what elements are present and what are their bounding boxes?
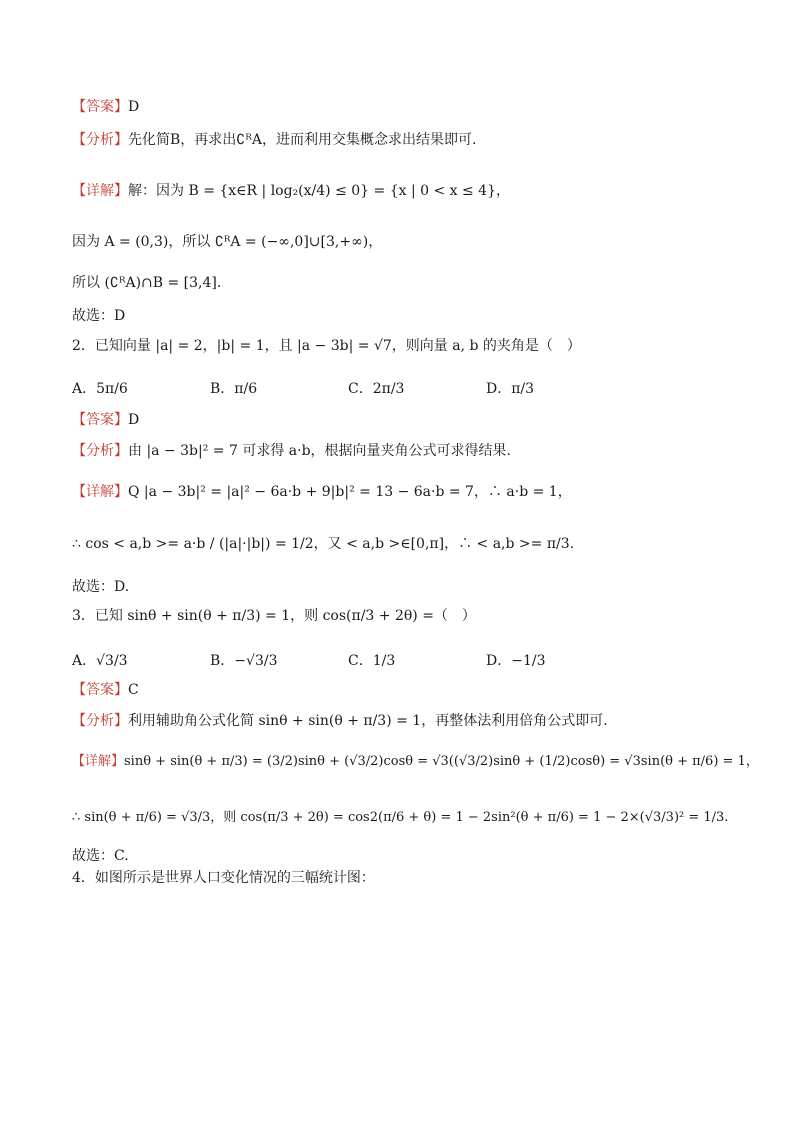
detail-text: sinθ + sin(θ + π/3) = (3/2)sinθ + (√3/2)cosθ = √3((√3/2)sinθ + (1/2)cosθ) = √3sin(θ + π/6) = 1， xyxy=(124,754,759,769)
detail-text: Q |a − 3b|² = |a|² − 6a·b + 9|b|² = 13 − 6a·b = 7，∴ a·b = 1， xyxy=(128,484,572,500)
question-3: 3．已知 sinθ + sin(θ + π/3) = 1，则 cos(π/3 + 2θ) =（ ） xyxy=(72,608,476,624)
answer-line-3 xyxy=(72,680,139,700)
selection-line-2: 故选：D. xyxy=(72,579,130,595)
selection-line-1: 故选：D xyxy=(72,308,126,324)
analysis-line-2 xyxy=(72,441,511,461)
analysis-tag: 【分析】 xyxy=(72,132,128,148)
q2-option-c: C．2π/3 xyxy=(348,381,405,397)
analysis-text: 由 |a − 3b|² = 7 可求得 a·b，根据向量夹角公式可求得结果. xyxy=(128,443,511,459)
answer-line-1 xyxy=(72,97,139,117)
q3-option-b: B．−√3/3 xyxy=(210,653,278,669)
analysis-tag: 【分析】 xyxy=(72,713,128,729)
answer-tag: 【答案】 xyxy=(72,412,128,428)
question-4: 4．如图所示是世界人口变化情况的三幅统计图： xyxy=(72,870,375,886)
detail-tag: 【详解】 xyxy=(72,754,125,769)
answer-value: D xyxy=(128,412,140,428)
analysis-line-3 xyxy=(72,711,608,731)
detail-tag: 【详解】 xyxy=(72,183,128,199)
q3-option-a: A．√3/3 xyxy=(72,653,128,669)
detail-line-3: 所以 (∁ᴿA)∩B = [3,4]. xyxy=(72,275,222,291)
detail-line-7: ∴ sin(θ + π/6) = √3/3，则 cos(π/3 + 2θ) = cos2(π/6 + θ) = 1 − 2sin²(θ + π/6) = 1 − 2×(√3/3)² = 1/3. xyxy=(72,810,729,825)
q2-option-a: A．5π/6 xyxy=(72,381,128,397)
q2-option-b: B．π/6 xyxy=(210,381,258,397)
detail-tag: 【详解】 xyxy=(72,484,128,500)
detail-line-4 xyxy=(72,482,572,502)
detail-line-6 xyxy=(72,752,759,772)
analysis-text: 利用辅助角公式化简 sinθ + sin(θ + π/3) = 1，再整体法利用倍角公式即可. xyxy=(128,713,608,729)
analysis-text: 先化简B，再求出∁ᴿA，进而利用交集概念求出结果即可. xyxy=(128,132,477,148)
answer-value: D xyxy=(128,99,140,115)
answer-value: C xyxy=(128,682,139,698)
answer-tag: 【答案】 xyxy=(72,682,128,698)
q3-option-c: C．1/3 xyxy=(348,653,396,669)
answer-tag: 【答案】 xyxy=(72,99,128,115)
detail-line-1 xyxy=(72,181,510,201)
analysis-tag: 【分析】 xyxy=(72,443,128,459)
q3-option-d: D．−1/3 xyxy=(486,653,546,669)
analysis-line-1 xyxy=(72,130,476,150)
set-b-expression: B = {x∈R | log₂(x/4) ≤ 0} = {x | 0 < x ≤ 4}， xyxy=(188,183,510,199)
detail-lead: 解：因为 xyxy=(128,183,184,199)
answer-line-2 xyxy=(72,410,139,430)
q2-option-d: D．π/3 xyxy=(486,381,535,397)
detail-line-2: 因为 A = (0,3)，所以 ∁ᴿA = (−∞,0]∪[3,+∞)， xyxy=(72,234,383,250)
question-2: 2．已知向量 |a| = 2，|b| = 1，且 |a − 3b| = √7，则向量 a, b 的夹角是（ ） xyxy=(72,338,581,354)
detail-line-5: ∴ cos < a,b >= a·b / (|a|·|b|) = 1/2，又 < a,b >∈[0,π]，∴ < a,b >= π/3. xyxy=(72,536,575,552)
selection-line-3: 故选：C. xyxy=(72,848,129,864)
